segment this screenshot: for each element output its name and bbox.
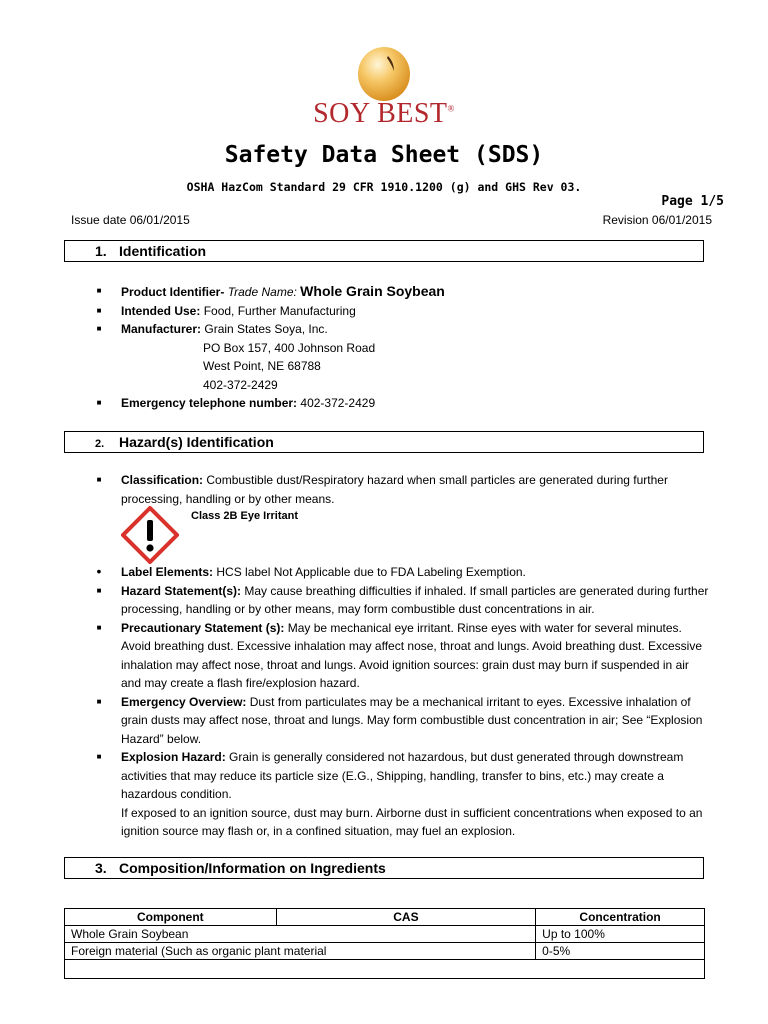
brand-name: SOY BEST® <box>313 98 455 129</box>
square-bullet-icon: ■ <box>96 398 102 407</box>
hazard-class: Class 2B Eye Irritant <box>191 510 298 522</box>
page-number: Page 1/5 <box>661 194 724 209</box>
section-3-header <box>64 857 704 879</box>
page-title: Safety Data Sheet (SDS) <box>224 142 544 168</box>
square-bullet-icon: ■ <box>96 286 102 295</box>
list-item: ■ Emergency telephone number: 402-372-2429 <box>92 394 712 413</box>
square-bullet-icon: ■ <box>96 622 102 632</box>
list-item: ■ Precautionary Statement (s): May be mechanical eye irritant. Rinse eyes with water for several minutes. Avoid breathing dust. Excessive inhalation may affect nose, throat and lungs. Avoid breathing dust. Excessive inhalation may affect nose, throat and lungs. Avoid ignition sources: grain dust may burn if suspended in air and may create a flash fire/explosion hazard. <box>92 619 712 693</box>
square-bullet-icon: ■ <box>96 585 102 595</box>
issue-date: Issue date 06/01/2015 <box>71 213 190 227</box>
section-number: 2. <box>95 438 105 450</box>
logo <box>0 44 768 130</box>
square-bullet-icon: ■ <box>96 324 102 333</box>
hazard-list <box>92 563 712 841</box>
round-bullet-icon: • <box>96 563 102 579</box>
list-item: ■ Classification: Combustible dust/Respiratory hazard when small particles are generated during further processing, handling or by other means. <box>92 471 712 508</box>
table-cell <box>65 960 705 979</box>
list-item: • Label Elements: HCS label Not Applicable due to FDA Labeling Exemption. <box>92 563 712 582</box>
section-1-header <box>64 240 704 262</box>
section-title: Hazard(s) Identification <box>119 434 274 450</box>
square-bullet-icon: ■ <box>96 305 102 315</box>
table-row <box>65 943 705 960</box>
ghs-exclamation-icon <box>121 506 179 564</box>
list-item: ■ Explosion Hazard: Grain is generally considered not hazardous, but dust generated through downstream activities that may reduce its particle size (E.G., Shipping, handling, transfer to bins, etc.) may create a hazardous condition. <box>92 748 712 804</box>
list-item: ■ Emergency Overview: Dust from particulates may be a mechanical irritant to eyes. Excessive inhalation of grain dusts may affect nose, throat and lungs. May form combustible dust concentration in air; See “Explosion Hazard” below. <box>92 693 712 749</box>
manufacturer-phone: 402-372-2429 <box>203 377 278 392</box>
list-item: ■ Product Identifier- Trade Name: Whole Grain Soybean <box>92 282 712 302</box>
square-bullet-icon: ■ <box>96 752 102 761</box>
list-item: ■ Hazard Statement(s): May cause breathing difficulties if inhaled. If small particles are generated during further processing, handling or by other means, may form combustible dust concentrations in air. <box>92 582 712 619</box>
list-item: ■ Manufacturer: Grain States Soya, Inc. <box>92 320 712 339</box>
square-bullet-icon: ■ <box>96 696 102 706</box>
column-header: Component <box>65 909 277 926</box>
table-cell: 0-5% <box>536 943 705 960</box>
identification-list <box>92 282 712 413</box>
section-number: 1. <box>95 243 107 259</box>
table-header-row <box>65 909 705 926</box>
column-header: Concentration <box>536 909 705 926</box>
classification-list <box>92 471 712 508</box>
product-name: Whole Grain Soybean <box>300 283 445 299</box>
soybean-logo-icon <box>356 44 412 102</box>
manufacturer-address-1: PO Box 157, 400 Johnson Road <box>203 340 376 355</box>
table-cell: Foreign material (Such as organic plant material <box>65 943 536 960</box>
table-cell: Up to 100% <box>536 926 705 943</box>
section-number: 3. <box>95 860 107 876</box>
revision-date: Revision 06/01/2015 <box>602 213 712 227</box>
table-row <box>65 960 705 979</box>
section-title: Identification <box>119 243 207 259</box>
table-cell: Whole Grain Soybean <box>65 926 536 943</box>
explosion-text-continued: If exposed to an ignition source, dust may burn. Airborne dust in sufficient concentrations when exposed to an ignition source may flash or, in a confined situation, may fuel an explosion. <box>121 805 703 838</box>
square-bullet-icon: ■ <box>96 475 102 484</box>
section-2-header <box>64 431 704 453</box>
table-row <box>65 926 705 943</box>
section-title: Composition/Information on Ingredients <box>119 860 386 876</box>
page-subtitle: OSHA HazCom Standard 29 CFR 1910.1200 (g) and GHS Rev 03. <box>186 180 582 194</box>
column-header: CAS <box>276 909 535 926</box>
manufacturer-address-2: West Point, NE 68788 <box>203 359 321 373</box>
list-item: ■ Intended Use: Food, Further Manufacturing <box>92 302 712 321</box>
composition-table <box>64 908 705 979</box>
